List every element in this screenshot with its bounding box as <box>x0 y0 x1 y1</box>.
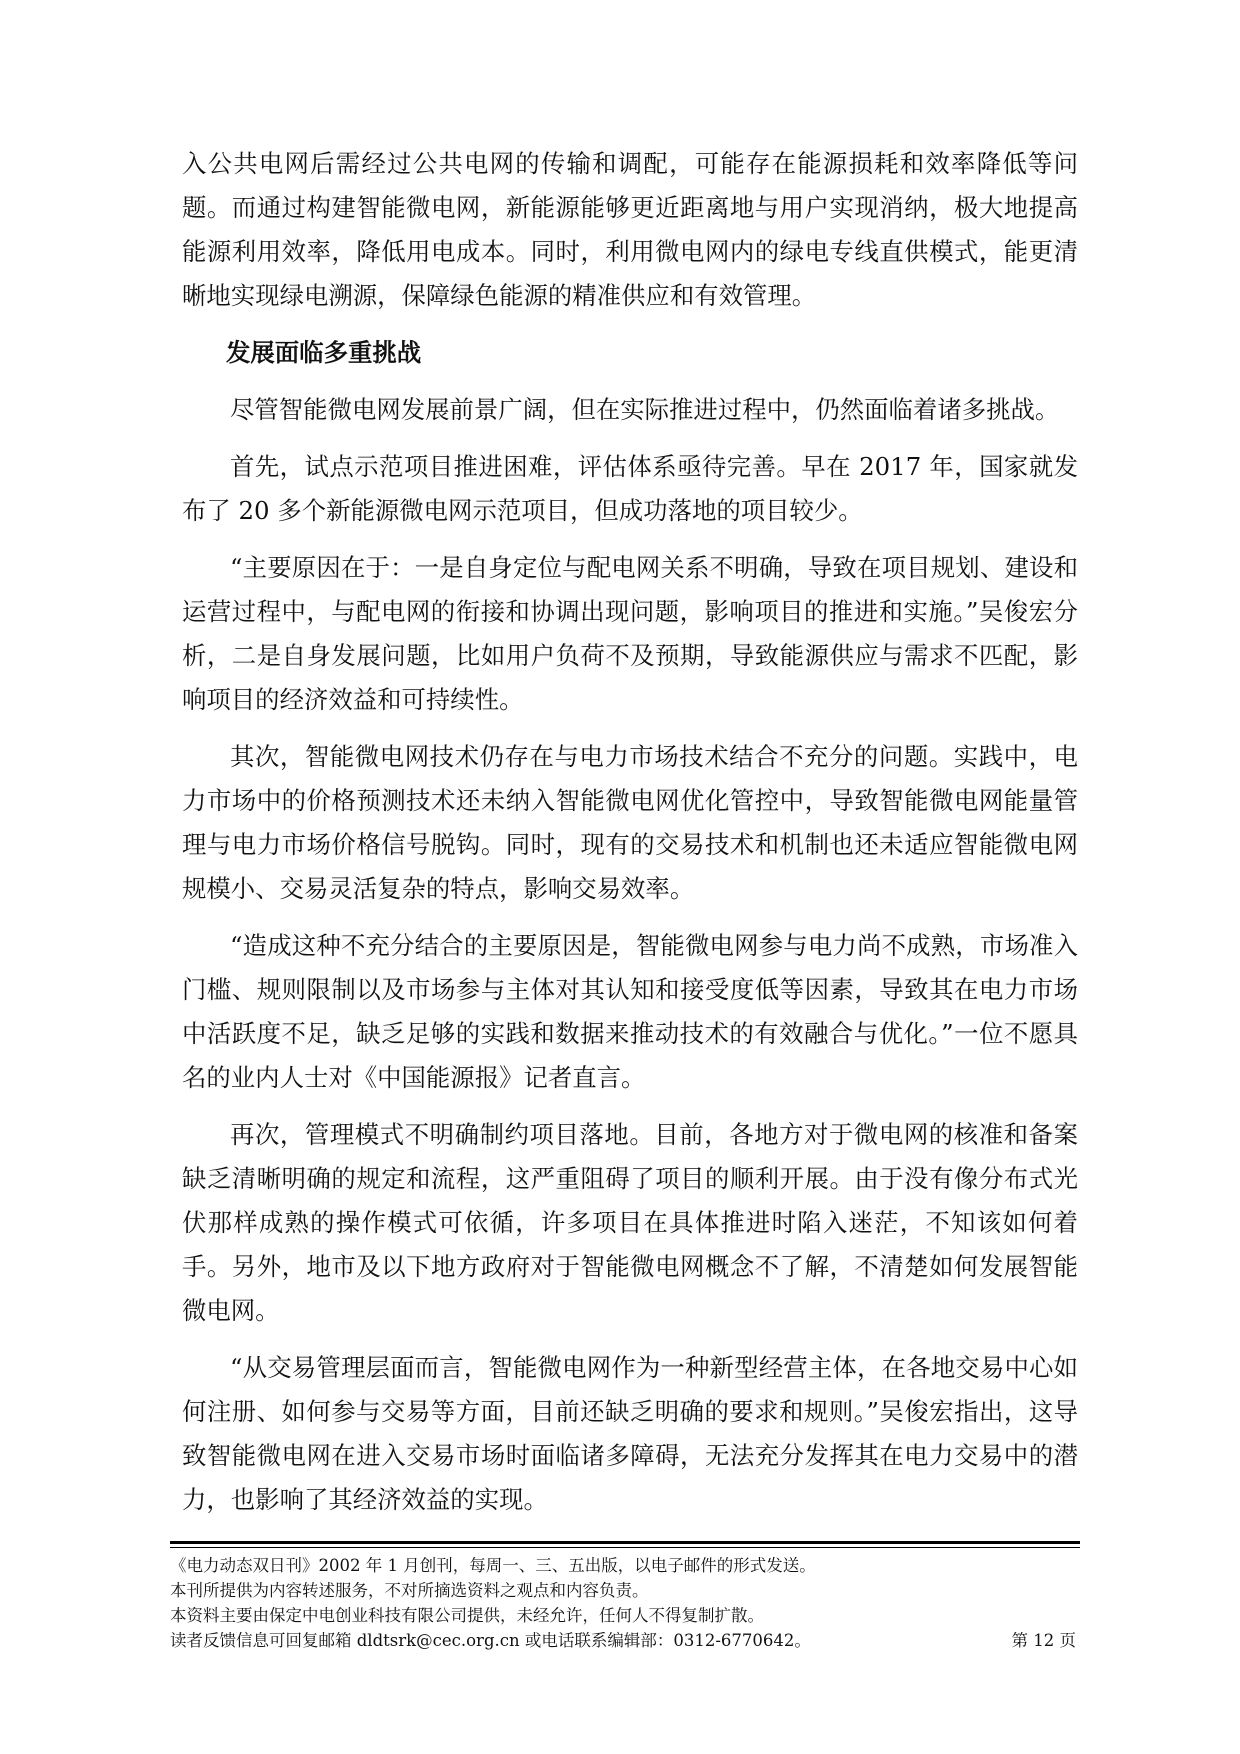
paragraph-continuation: 入公共电网后需经过公共电网的传输和调配，可能存在能源损耗和效率降低等问题。而通过构建智能微电网，新能源能够更近距离地与用户实现消纳，极大地提高能源利用效率，降低用电成本。同时，利用微电网内的绿电专线直供模式，能更清晰地实现绿电溯源，保障绿色能源的精准供应和有效管理。 <box>182 149 1078 310</box>
page-footer <box>170 1553 1080 1653</box>
paragraph-intro: 尽管智能微电网发展前景广阔，但在实际推进过程中，仍然面临着诸多挑战。 <box>230 395 1060 424</box>
paragraph-quote-2: “造成这种不充分结合的主要原因是，智能微电网参与电力尚不成熟，市场准入门槛、规则限制以及市场参与主体对其认知和接受度低等因素，导致其在电力市场中活跃度不足，缺乏足够的实践和数据来推动技术的有效融合与优化。”一位不愿具名的业内人士对《中国能源报》记者直言。 <box>182 931 1078 1092</box>
footer-publication-info: 《电力动态双日刊》2002 年 1 月创刊，每周一、三、五出版，以电子邮件的形式发送。 <box>170 1556 816 1575</box>
section-heading: 发展面临多重挑战 <box>226 338 422 367</box>
footer-copyright: 本资料主要由保定中电创业科技有限公司提供，未经允许，任何人不得复制扩散。 <box>170 1606 764 1625</box>
page-number: 第 12 页 <box>1011 1631 1076 1650</box>
footer-divider-thick <box>170 1541 1080 1544</box>
paragraph-third-challenge: 再次，管理模式不明确制约项目落地。目前，各地方对于微电网的核准和备案缺乏清晰明确的规定和流程，这严重阻碍了项目的顺利开展。由于没有像分布式光伏那样成熟的操作模式可依循，许多项目在具体推进时陷入迷茫，不知该如何着手。另外，地市及以下地方政府对于智能微电网概念不了解，不清楚如何发展智能微电网。 <box>182 1120 1078 1325</box>
paragraph-first-challenge: 首先，试点示范项目推进困难，评估体系亟待完善。早在 2017 年，国家就发布了 20 多个新能源微电网示范项目，但成功落地的项目较少。 <box>182 452 1078 525</box>
footer-disclaimer: 本刊所提供为内容转述服务，不对所摘选资料之观点和内容负责。 <box>170 1581 649 1600</box>
paragraph-second-challenge: 其次，智能微电网技术仍存在与电力市场技术结合不充分的问题。实践中，电力市场中的价格预测技术还未纳入智能微电网优化管控中，导致智能微电网能量管理与电力市场价格信号脱钩。同时，现有的交易技术和机制也还未适应智能微电网规模小、交易灵活复杂的特点，影响交易效率。 <box>182 742 1078 903</box>
footer-contact-row <box>170 1628 1080 1653</box>
paragraph-quote-3: “从交易管理层面而言，智能微电网作为一种新型经营主体，在各地交易中心如何注册、如何参与交易等方面，目前还缺乏明确的要求和规则。”吴俊宏指出，这导致智能微电网在进入交易市场时面临诸多障碍，无法充分发挥其在电力交易中的潜力，也影响了其经济效益的实现。 <box>182 1353 1078 1514</box>
article-body <box>182 142 1078 1535</box>
paragraph-quote-1: “主要原因在于：一是自身定位与配电网关系不明确，导致在项目规划、建设和运营过程中，与配电网的衔接和协调出现问题，影响项目的推进和实施。”吴俊宏分析，二是自身发展问题，比如用户负荷不及预期，导致能源供应与需求不匹配，影响项目的经济效益和可持续性。 <box>182 553 1078 714</box>
footer-contact: 读者反馈信息可回复邮箱 dldtsrk@cec.org.cn 或电话联系编辑部：0312-6770642。 <box>170 1631 811 1650</box>
footer-divider-thin <box>170 1547 1080 1548</box>
